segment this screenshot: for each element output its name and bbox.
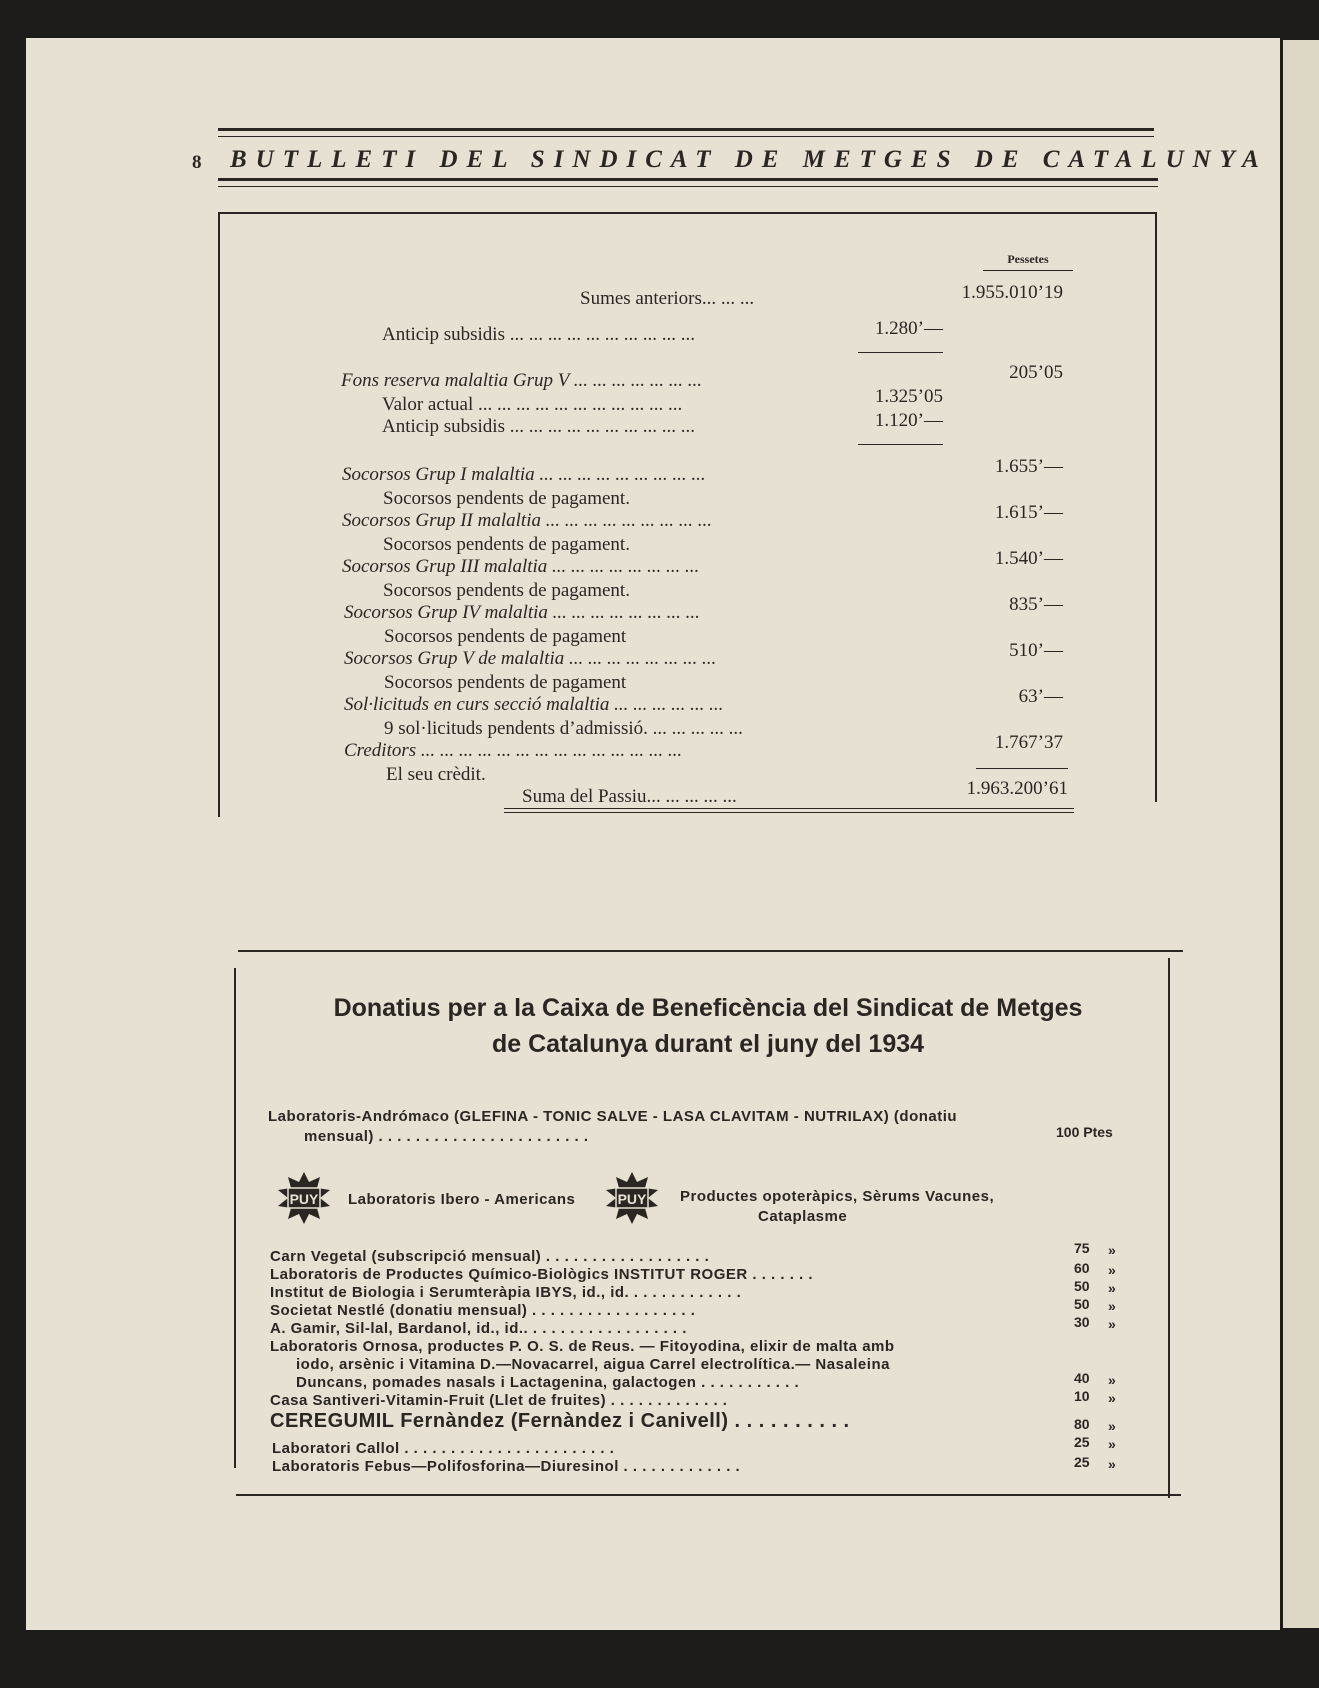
donation-entry-value: 10 <box>1074 1388 1090 1404</box>
donation-entry-value: 50 <box>1074 1296 1090 1312</box>
ledger-partial: 1.120’— <box>874 410 943 431</box>
ledger-grand-total: 1.963.200’61 <box>966 778 1068 799</box>
ledger-label: Creditors ... ... ... ... ... ... ... ... ... ... ... ... ... ... <box>344 740 683 761</box>
ledger-label: Socorsos pendents de pagament. <box>383 534 630 555</box>
donations-border-right <box>1168 958 1170 1498</box>
donations-border-left <box>234 968 236 1468</box>
donation-entry-label: Casa Santiveri-Vitamin-Fruit (Llet de fruites) . . . . . . . . . . . . . <box>270 1392 728 1409</box>
ledger-total: 1.655’— <box>994 456 1063 477</box>
donation-entry-label: Laboratoris Ornosa, productes P. O. S. de Reus. — Fitoyodina, elixir de malta amb <box>270 1338 895 1355</box>
donations-title <box>258 990 1158 1062</box>
ledger-total: 63’— <box>1018 686 1063 707</box>
total-underline <box>976 768 1068 769</box>
ledger-total: 205’05 <box>1009 362 1063 383</box>
donation-entry-label-ceregumil: CEREGUMIL Fernàndez (Fernàndez i Canivell) . . . . . . . . . . <box>270 1410 850 1432</box>
donation-entry-value: 100 Ptes <box>1056 1124 1113 1140</box>
ledger-label: Socorsos Grup IV malaltia ... ... ... ... ... ... ... ... <box>344 602 700 623</box>
ledger-partial: 1.280’— <box>874 318 943 339</box>
donations-title-line1: Donatius per a la Caixa de Beneficència del Sindicat de Metges <box>333 994 1083 1022</box>
donation-entry-unit: » <box>1108 1242 1116 1258</box>
page-number: 8 <box>192 152 202 173</box>
donation-entry-label: Laboratoris-Andrómaco (GLEFINA - TONIC SALVE - LASA CLAVITAM - NUTRILAX) (donatiu <box>268 1108 958 1125</box>
column-header-pessetes: Pessetes <box>1007 252 1049 266</box>
partial-underline <box>858 444 943 445</box>
puy-logo-text: PUY <box>289 1191 319 1207</box>
ledger-border-left <box>218 212 220 817</box>
ledger-label: Anticip subsidis ... ... ... ... ... ... ... ... ... ... <box>382 324 695 345</box>
donation-entry-value: 25 <box>1074 1434 1090 1450</box>
ledger-label: Socorsos Grup I malaltia ... ... ... ... ... ... ... ... ... <box>342 464 706 485</box>
donation-entry-value: 25 <box>1074 1454 1090 1470</box>
ledger-label: Anticip subsidis ... ... ... ... ... ... ... ... ... ... <box>382 416 695 437</box>
donation-entry-label: Carn Vegetal (subscripció mensual) . . . . . . . . . . . . . . . . . . <box>270 1248 710 1265</box>
donation-entry-label: Societat Nestlé (donatiu mensual) . . . . . . . . . . . . . . . . . . <box>270 1302 696 1319</box>
ledger-label: Socorsos pendents de pagament <box>384 672 627 693</box>
ledger-label: Suma del Passiu... ... ... ... ... <box>522 786 737 807</box>
ledger-label: Socorsos Grup V de malaltia ... ... ... ... ... ... ... ... <box>344 648 717 669</box>
donation-entry-value: 75 <box>1074 1240 1090 1256</box>
donation-entry-unit: » <box>1108 1262 1116 1278</box>
header-rule-top <box>218 128 1154 131</box>
donations-border-top <box>238 950 1183 952</box>
donation-entry-value: 30 <box>1074 1314 1090 1330</box>
grand-total-rule-2 <box>504 812 1074 813</box>
ledger-label: Socorsos Grup II malaltia ... ... ... ... ... ... ... ... ... <box>342 510 712 531</box>
donation-entry-unit: » <box>1108 1372 1116 1388</box>
donation-entry-value: 50 <box>1074 1278 1090 1294</box>
ledger-total: 835’— <box>1009 594 1063 615</box>
ledger-label: Socorsos pendents de pagament. <box>383 488 630 509</box>
ledger-border-top <box>218 212 1156 214</box>
donation-entry-label-cont: iodo, arsènic i Vitamina D.—Novacarrel, aigua Carrel electrolítica.— Nasaleina <box>296 1356 890 1373</box>
puy-logo-icon <box>276 1172 332 1224</box>
donations-border-bottom <box>236 1494 1181 1496</box>
donation-entry-unit: » <box>1108 1418 1116 1434</box>
page-header <box>190 98 1268 188</box>
donation-entry-value: 60 <box>1074 1260 1090 1276</box>
puy-logo-icon <box>604 1172 660 1224</box>
ledger-label: Socorsos pendents de pagament <box>384 626 627 647</box>
donation-entry-label: Institut de Biologia i Serumteràpia IBYS, id., id. . . . . . . . . . . . . <box>270 1284 742 1301</box>
donation-entry-label: Laboratori Callol . . . . . . . . . . . . . . . . . . . . . . . <box>272 1440 615 1457</box>
donation-entry-value: 40 <box>1074 1370 1090 1386</box>
ledger-label: 9 sol·licituds pendents d’admissió. ... ... ... ... ... <box>384 718 743 739</box>
ledger-label: Socorsos pendents de pagament. <box>383 580 630 601</box>
ledger-total: 1.767’37 <box>994 732 1063 753</box>
ledger-border-right <box>1155 212 1157 802</box>
ledger-total: 1.955.010’19 <box>961 282 1063 303</box>
ledger-total: 510’— <box>1009 640 1063 661</box>
grand-total-rule <box>504 808 1074 809</box>
donation-entry-unit: » <box>1108 1298 1116 1314</box>
donation-entry-label: A. Gamir, Sil-lal, Bardanol, id., id.. . . . . . . . . . . . . . . . . . <box>270 1320 687 1337</box>
lab-ibero-label: Laboratoris Ibero - Americans <box>348 1191 576 1208</box>
ledger-label: El seu crèdit. <box>386 764 486 785</box>
donations-title-line2: de Catalunya durant el juny del 1934 <box>491 1030 925 1058</box>
partial-underline <box>858 352 943 353</box>
donation-entry-label-cont: Duncans, pomades nasals i Lactagenina, galactogen . . . . . . . . . . . <box>296 1374 800 1391</box>
donation-entry-label: Laboratoris Febus—Polifosforina—Diuresinol . . . . . . . . . . . . . <box>272 1458 741 1475</box>
ledger-total: 1.615’— <box>994 502 1063 523</box>
ledger-label: Sumes anteriors... ... ... <box>580 288 755 309</box>
ledger-label: Sol·licituds en curs secció malaltia ... ... ... ... ... ... <box>344 694 724 715</box>
journal-title: BUTLLETI DEL SINDICAT DE METGES DE CATALUNYA <box>230 146 1268 173</box>
ledger-total: 1.540’— <box>994 548 1063 569</box>
ledger-label: Fons reserva malaltia Grup V ... ... ... ... ... ... ... <box>341 370 702 391</box>
donations-section <box>228 950 1184 1510</box>
puy-logo-text: PUY <box>617 1191 647 1207</box>
ledger-table <box>198 212 1168 824</box>
donation-entry-unit: » <box>1108 1280 1116 1296</box>
adjacent-page-edge <box>1283 40 1319 1628</box>
donation-entry-unit: » <box>1108 1316 1116 1332</box>
donation-entry-label-cont: mensual) . . . . . . . . . . . . . . . . . . . . . . . <box>304 1128 589 1145</box>
header-rule-bottom <box>218 178 1158 181</box>
ledger-label: Socorsos Grup III malaltia ... ... ... ... ... ... ... ... <box>342 556 700 577</box>
ledger-partial: 1.325’05 <box>874 386 943 407</box>
column-header-underline <box>983 270 1073 271</box>
ledger-label: Valor actual ... ... ... ... ... ... ... ... ... ... ... <box>382 394 683 415</box>
donation-entry-value: 80 <box>1074 1416 1090 1432</box>
products-line2: Cataplasme <box>758 1208 848 1225</box>
header-rule-top-thin <box>218 136 1154 137</box>
header-rule-bottom-thin <box>218 186 1158 187</box>
donation-entry-unit: » <box>1108 1390 1116 1406</box>
donation-entry-label: Laboratoris de Productes Químico-Biològics INSTITUT ROGER . . . . . . . <box>270 1266 814 1283</box>
donation-entry-unit: » <box>1108 1436 1116 1452</box>
products-line1: Productes opoteràpics, Sèrums Vacunes, <box>680 1188 995 1205</box>
donation-entry-unit: » <box>1108 1456 1116 1472</box>
